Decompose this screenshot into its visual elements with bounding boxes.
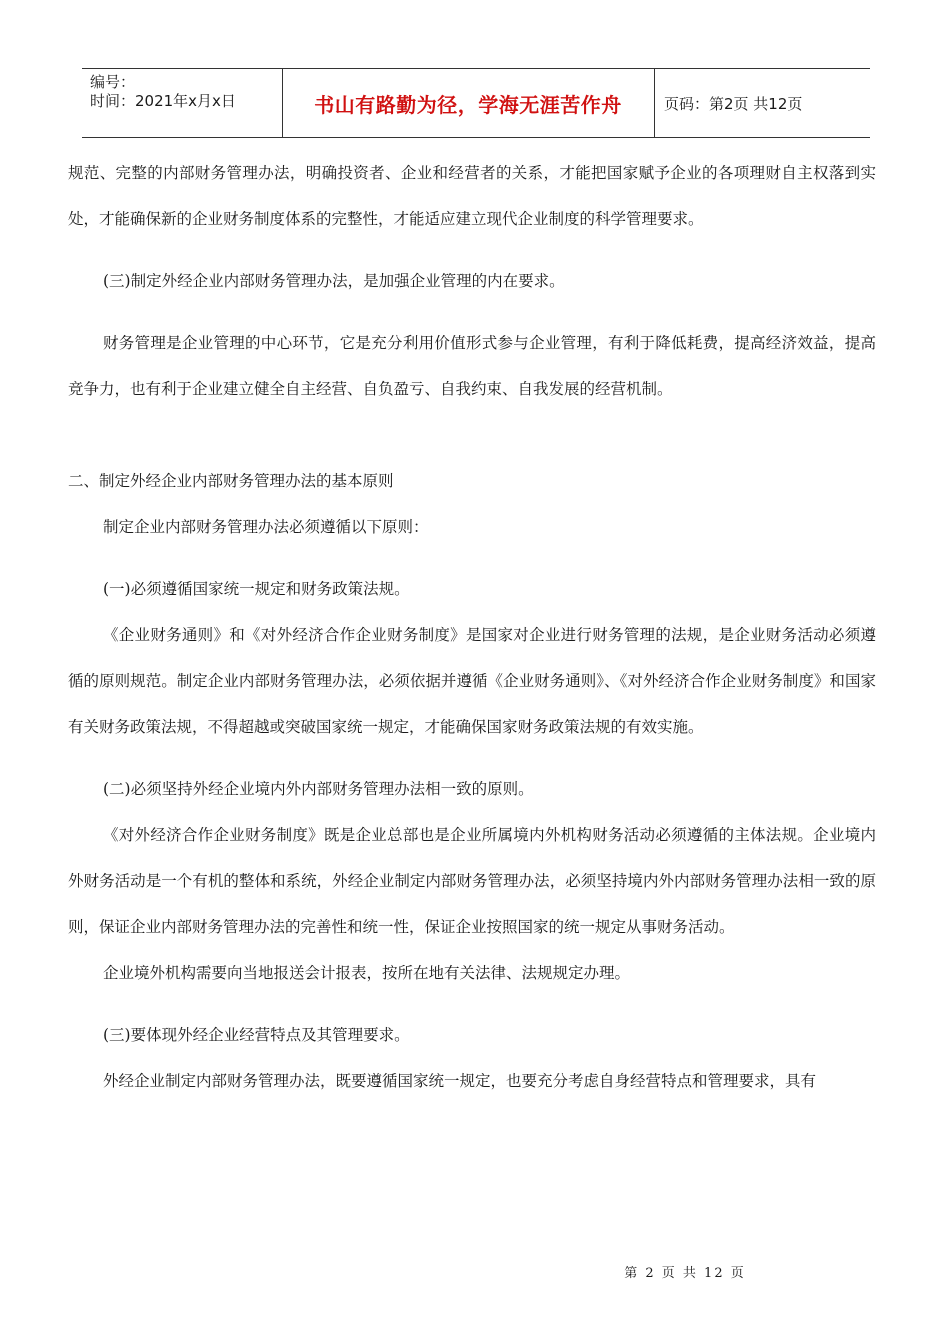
body-paragraph: 规范、完整的内部财务管理办法，明确投资者、企业和经营者的关系，才能把国家赋予企业的各项理财自主权落到实处，才能确保新的企业财务制度体系的完整性，才能适应建立现代企业制度的科学管理要求。: [68, 164, 876, 228]
body-paragraph: 财务管理是企业管理的中心环节，它是充分利用价值形式参与企业管理，有利于降低耗费，提高经济效益，提高竞争力，也有利于企业建立健全自主经营、自负盈亏、自我约束、自我发展的经营机制。: [68, 334, 876, 398]
header-page-info: 页码：第2页 共12页: [664, 94, 803, 113]
document-body: [68, 150, 876, 1104]
document-header: [82, 68, 870, 138]
body-paragraph: 企业境外机构需要向当地报送会计报表，按所在地有关法律、法规规定办理。: [103, 964, 631, 982]
section-heading: 二、制定外经企业内部财务管理办法的基本原则: [68, 472, 394, 490]
section-subheading: (一)必须遵循国家统一规定和财务政策法规。: [103, 580, 410, 598]
body-paragraph: 《企业财务通则》和《对外经济合作企业财务制度》是国家对企业进行财务管理的法规，是企业财务活动必须遵循的原则规范。制定企业内部财务管理办法，必须依据并遵循《企业财务通则》、《对外经济合作企业财务制度》和国家有关财务政策法规，不得超越或突破国家统一规定，才能确保国家财务政策法规的有效实施。: [68, 626, 876, 736]
header-meta: [90, 73, 280, 111]
section-subheading: (三)制定外经企业内部财务管理办法，是加强企业管理的内在要求。: [103, 272, 565, 290]
body-paragraph: 外经企业制定内部财务管理办法，既要遵循国家统一规定，也要充分考虑自身经营特点和管理要求，具有: [103, 1072, 817, 1090]
section-subheading: (三)要体现外经企业经营特点及其管理要求。: [103, 1026, 410, 1044]
section-subheading: (二)必须坚持外经企业境内外内部财务管理办法相一致的原则。: [103, 780, 534, 798]
document-date: 时间：2021年x月x日: [90, 92, 236, 110]
body-paragraph: 《对外经济合作企业财务制度》既是企业总部也是企业所属境内外机构财务活动必须遵循的主体法规。企业境内外财务活动是一个有机的整体和系统，外经企业制定内部财务管理办法，必须坚持境内外内部财务管理办法相一致的原则，保证企业内部财务管理办法的完善性和统一性，保证企业按照国家的统一规定从事财务活动。: [68, 826, 876, 936]
document-number-label: 编号：: [90, 73, 136, 91]
page-footer: 第 2 页 共 12 页: [624, 1266, 746, 1281]
body-paragraph: 制定企业内部财务管理办法必须遵循以下原则：: [103, 518, 429, 536]
header-motto: 书山有路勤为径，学海无涯苦作舟: [314, 92, 622, 117]
header-divider: [654, 69, 655, 137]
